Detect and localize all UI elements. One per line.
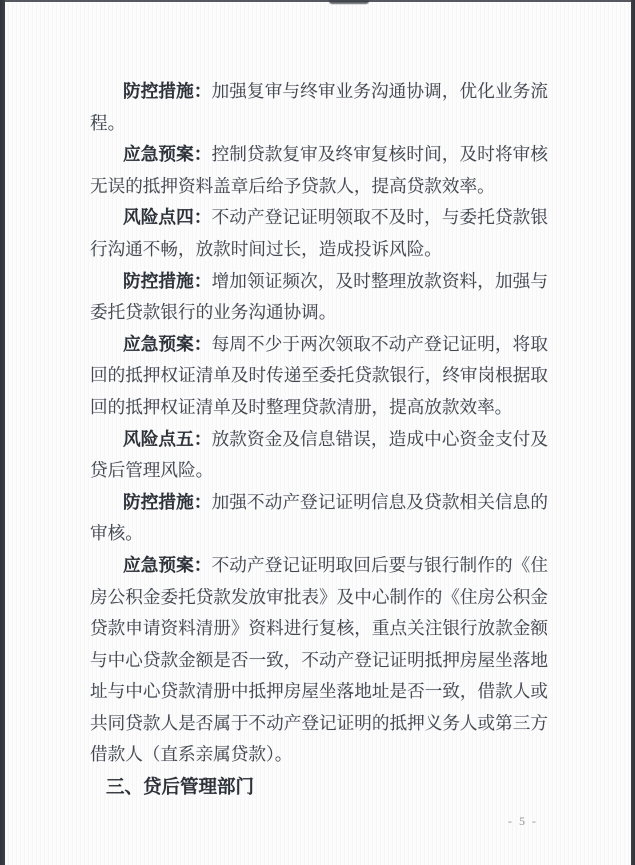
- paragraph-text: 每周不少于两次领取不动产登记证明，将取回的抵押权证清单及时传递至委托贷款银行，终审岗根据取回的抵押权证清单及时整理贷款清册，提高放款效率。: [90, 333, 548, 417]
- scan-top-edge: [0, 0, 635, 2]
- paragraph-label: 风险点五：: [123, 428, 212, 449]
- scan-right-edge: [631, 0, 635, 865]
- paragraph-label: 防控措施：: [123, 270, 212, 291]
- paragraph-text: 加强复审与终审业务沟通协调，优化业务流程。: [90, 81, 548, 133]
- scan-artifact-smudge: [329, 0, 369, 4]
- paragraph-label: 风险点四：: [123, 207, 212, 228]
- paragraph-text: 放款资金及信息错误，造成中心资金支付及贷后管理风险。: [90, 428, 548, 481]
- paragraph-text: 控制贷款复审及终审复核时间，及时将审核无误的抵押资料盖章后给予贷款人，提高贷款效率。: [90, 144, 548, 196]
- paragraph: [90, 550, 548, 771]
- paragraph-text: 增加领证频次，及时整理放款资料，加强与委托贷款银行的业务沟通协调。: [90, 270, 548, 323]
- paragraph: [90, 202, 548, 265]
- page-number: - 5 -: [508, 814, 538, 828]
- paragraph-label: 应急预案：: [123, 144, 212, 165]
- paragraph-text: 不动产登记证明取回后要与银行制作的《住房公积金委托贷款发放审批表》及中心制作的《住房公积金贷款申请资料清册》资料进行复核，重点关注银行放款金额与中心贷款金额是否一致，不动产登记证明抵押房屋坐落地址与中心贷款清册中抵押房屋坐落地址是否一致，借款人或共同贷款人是否属于不动产登记证明的抵押义务人或第三方借款人（直系亲属贷款）。: [90, 554, 548, 765]
- paragraph: [90, 487, 548, 550]
- paragraph-label: 应急预案：: [123, 554, 212, 575]
- paragraph: [90, 329, 548, 424]
- paragraph-text: 加强不动产登记证明信息及贷款相关信息的审核。: [90, 491, 548, 544]
- paragraph: [90, 76, 548, 139]
- document-body: [90, 76, 548, 803]
- paragraph-label: 防控措施：: [123, 491, 212, 512]
- paragraph: [90, 424, 548, 487]
- scan-left-edge: [0, 0, 5, 865]
- section-heading: 三、贷后管理部门: [106, 776, 255, 798]
- paragraph-text: 不动产登记证明领取不及时，与委托贷款银行沟通不畅，放款时间过长，造成投诉风险。: [90, 207, 548, 259]
- paragraph: [90, 266, 548, 329]
- paragraph-label: 防控措施：: [123, 81, 212, 101]
- paragraph-label: 应急预案：: [123, 333, 212, 354]
- paragraph: [90, 139, 548, 202]
